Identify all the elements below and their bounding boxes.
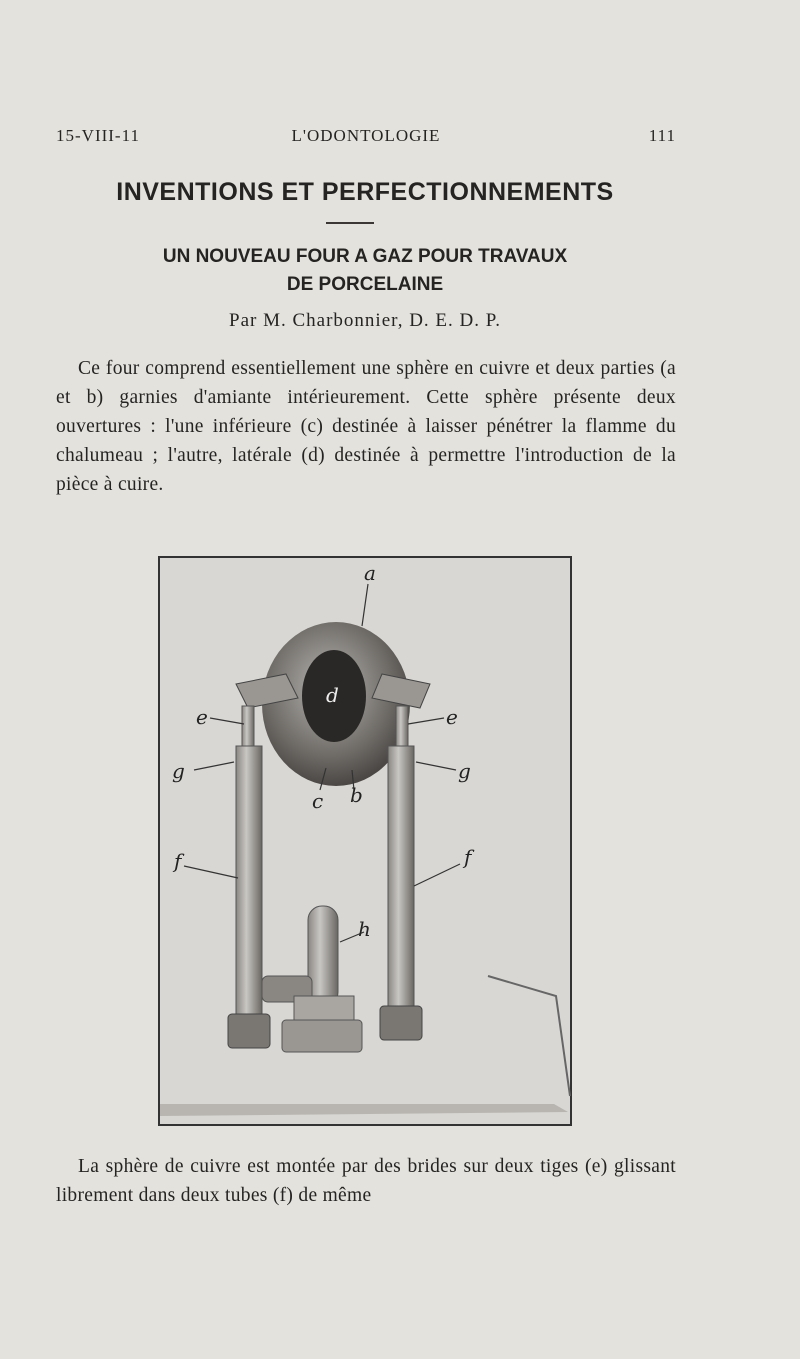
rod-e-right [396, 706, 408, 750]
label-e-right: e [446, 705, 458, 729]
label-b: b [350, 783, 363, 807]
label-a: a [364, 561, 376, 585]
label-h: h [358, 917, 371, 941]
header-journal: L'ODONTOLOGIE [291, 126, 441, 145]
burner-base-top [294, 996, 354, 1022]
header-date: 15-VIII-11 [56, 126, 140, 145]
label-c: c [312, 789, 324, 813]
byline: Par M. Charbonnier, D. E. D. P. [229, 310, 501, 331]
article-title-line-2: DE PORCELAINE [286, 274, 444, 295]
label-f-right: f [464, 845, 472, 869]
body-paragraph-2: La sphère de cuivre est montée par des brides sur deux tiges (e) glissant librement dans deux tubes (f) de même [56, 1156, 676, 1206]
furnace-illustration [158, 556, 572, 1126]
label-f-left: f [174, 849, 182, 873]
foot-left [228, 1014, 270, 1048]
label-d: d [326, 683, 339, 707]
label-e-left: e [196, 705, 208, 729]
running-head [56, 126, 676, 152]
label-g-left: g [172, 759, 185, 783]
title-divider [326, 222, 374, 224]
label-g-right: g [458, 759, 471, 783]
tube-f-right [388, 746, 414, 1014]
section-title: INVENTIONS ET PERFECTIONNEMENTS [116, 178, 614, 206]
article-title [40, 243, 690, 299]
foot-right [380, 1006, 422, 1040]
body-paragraph-1: Ce four comprend essentiellement une sphère en cuivre et deux parties (a et b) garnies d'amiante intérieurement. Cette sphère présente deux ouvertures : l'une inférieure (c) destinée à laisser pénétrer la flamme du chalumeau ; l'autre, latérale (d) destinée à permettre l'introduction de la pièce à cuire. [56, 358, 676, 495]
rod-e-left [242, 706, 254, 750]
page-number: 111 [648, 126, 676, 145]
tube-f-left [236, 746, 262, 1014]
burner-base [282, 1020, 362, 1052]
article-title-line-1: UN NOUVEAU FOUR A GAZ POUR TRAVAUX [162, 246, 568, 267]
furnace-drawing [158, 556, 572, 1126]
